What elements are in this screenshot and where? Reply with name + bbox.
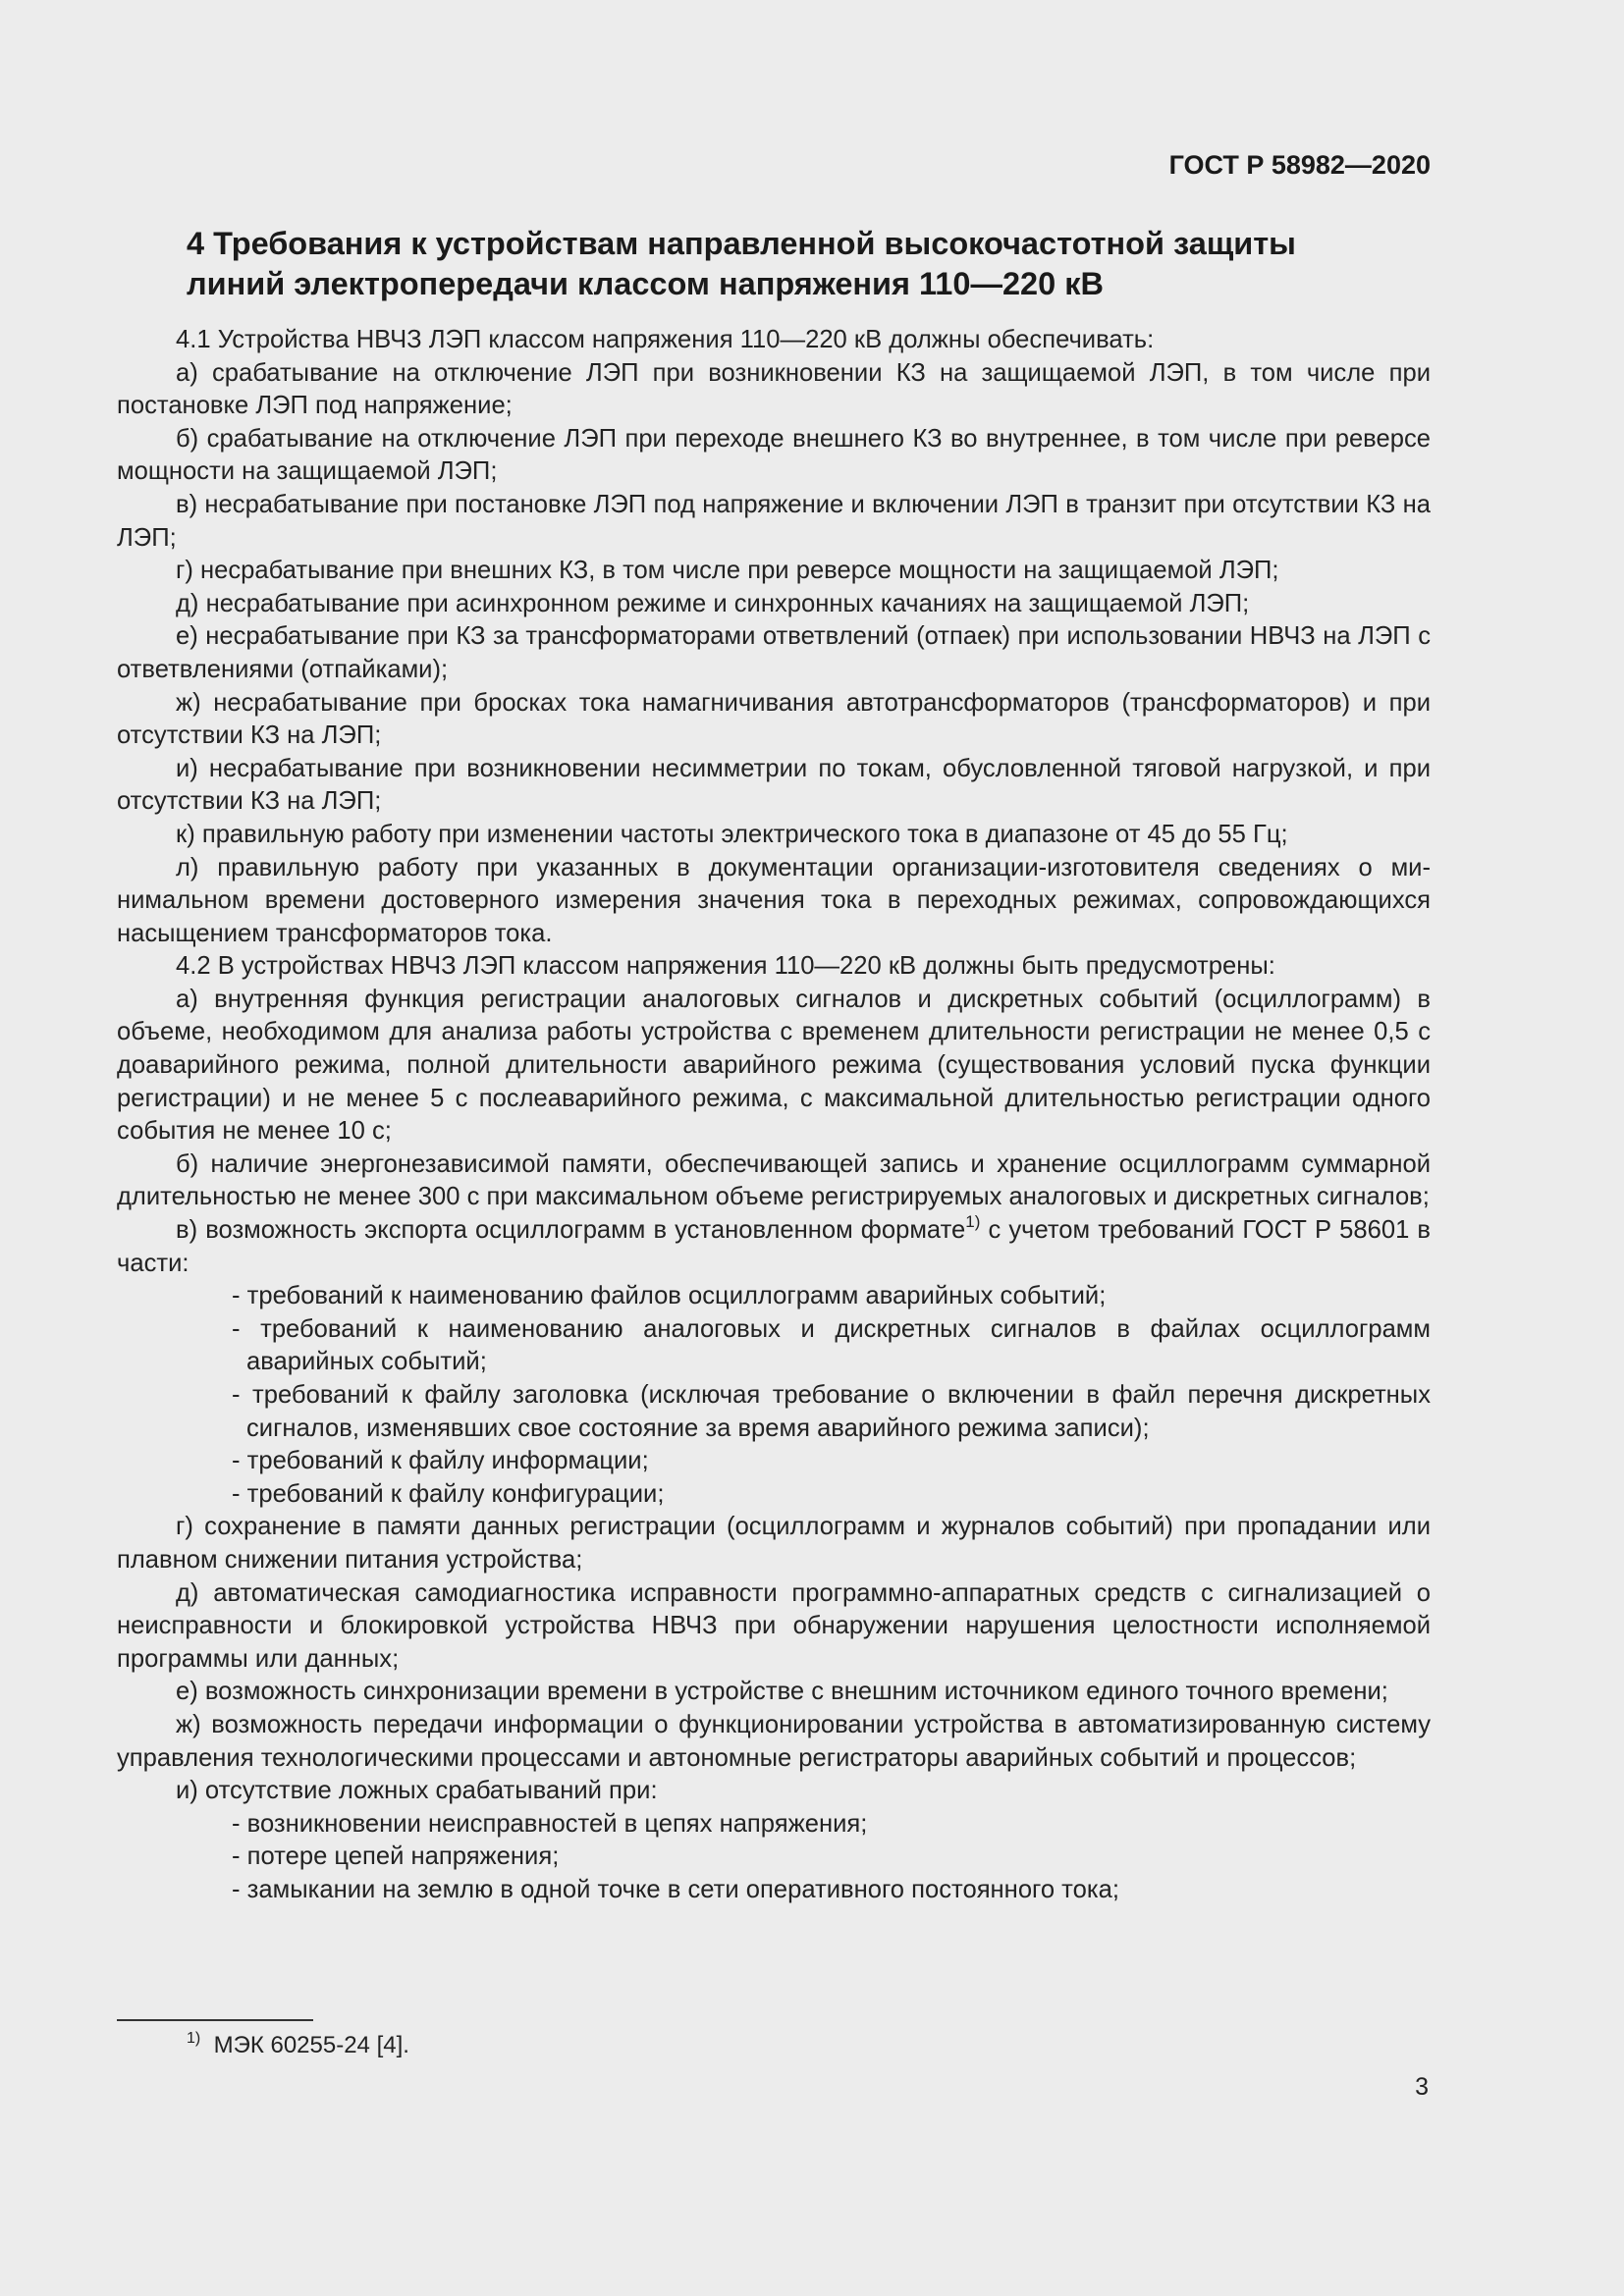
clause-4-2-i: и) отсутствие ложных срабатываний при: <box>176 1777 658 1805</box>
document-code-header: ГОСТ Р 58982—2020 <box>1168 150 1431 180</box>
clause-4-1-a: а) срабатывание на отключение ЛЭП при возникновении КЗ на защищаемой ЛЭП, в том числе при постановке ЛЭП под напряжение; <box>117 358 1431 420</box>
clause-4-2-d: д) автоматическая самодиагностика исправности программно-аппаратных средств с сигнализацией о неисправности и блокировкой устройства НВЧЗ при обнаружении нарушения целостности исполняемой программы или данных; <box>117 1578 1431 1673</box>
clause-4-2: 4.2 В устройствах НВЧЗ ЛЭП классом напряжения 110—220 кВ должны быть предусмотрены: <box>176 952 1275 981</box>
clause-4-2-g: г) сохранение в памяти данных регистрации (осциллограмм и журналов событий) при пропадании или плавном снижении питания устройства; <box>117 1513 1431 1574</box>
footnote-marker: 1) <box>187 2030 201 2047</box>
section-title-line-2: линий электропередачи классом напряжения 110—220 кВ <box>187 266 1104 301</box>
clause-4-2-e: е) возможность синхронизации времени в устройстве с внешним источником единого точного времени; <box>176 1678 1388 1706</box>
clause-4-1-k: к) правильную работу при изменении частоты электрического тока в диапазоне от 45 до 55 Гц; <box>176 820 1288 848</box>
clause-4-1-g: г) несрабатывание при внешних КЗ, в том числе при реверсе мощности на защищаемой ЛЭП; <box>176 557 1279 585</box>
list-item: - требований к файлу информации; <box>232 1447 649 1475</box>
list-item: - замыкании на землю в одной точке в сети оперативного постоянного тока; <box>232 1875 1119 1903</box>
clause-4-1-d: д) несрабатывание при асинхронном режиме и синхронных качаниях на защищаемой ЛЭП; <box>176 589 1250 617</box>
clause-4-1: 4.1 Устройства НВЧЗ ЛЭП классом напряжения 110—220 кВ должны обеспечивать: <box>176 326 1155 353</box>
clause-4-1-v: в) несрабатывание при постановке ЛЭП под напряжение и включении ЛЭП в транзит при отсутствии КЗ на ЛЭП; <box>117 490 1431 552</box>
clause-4-2-b: б) наличие энергонезависимой памяти, обеспечивающей запись и хранение осциллограмм суммарной длительностью не менее 300 с при максимальном объеме регистрируемых аналоговых и дискретных сигналов; <box>117 1149 1431 1211</box>
document-body <box>117 324 1431 1907</box>
clause-4-2-v-text: в) возможность экспорта осциллограмм в установленном формате <box>176 1216 966 1245</box>
footnote-reference: 1) <box>965 1212 981 1232</box>
list-item: - требований к наименованию файлов осциллограмм аварийных событий; <box>232 1282 1107 1310</box>
footnote-text: МЭК 60255-24 [4]. <box>213 2032 409 2058</box>
list-item: - требований к файлу заголовка (исключая требование о включении в файл перечня дискретных сигналов, изменявших свое состояние за время аварийного режима записи); <box>232 1381 1431 1442</box>
clause-4-1-i: и) несрабатывание при возникновении несимметрии по токам, обусловленной тяговой нагрузкой, и при отсутствии КЗ на ЛЭП; <box>117 754 1431 816</box>
clause-4-2-v <box>117 1214 1431 1280</box>
clause-4-2-zh: ж) возможность передачи информации о функционировании устройства в автоматизированную систему управления технологическими процессами и автономные регистраторы аварийных событий и процессов; <box>117 1710 1431 1772</box>
clause-4-1-zh: ж) несрабатывание при бросках тока намагничивания автотрансформаторов (трансформаторов) и при отсутствии КЗ на ЛЭП; <box>117 688 1431 750</box>
section-title-line-1: 4 Требования к устройствам направленной высокочастотной защиты <box>187 226 1296 261</box>
list-item: - требований к файлу конфигурации; <box>232 1479 665 1508</box>
list-item: - потере цепей напряжения; <box>232 1842 560 1871</box>
clause-4-1-b: б) срабатывание на отключение ЛЭП при переходе внешнего КЗ во внутреннее, в том числе при реверсе мощности на защищаемой ЛЭП; <box>117 424 1431 486</box>
clause-4-2-a: а) внутренняя функция регистрации аналоговых сигналов и дискретных событий (осциллограмм) в объеме, необходимом для анализа работы устройства с временем длительности регистрации не менее 0,5 с доаварийного режима, полной длительности аварийного режима (существования условий пуска функции регистрации) и не менее 5 с послеаварийного режима, с максимальной длительностью регистрации одного события не менее 10 с; <box>117 985 1431 1146</box>
list-item: - возникновении неисправностей в цепях напряжения; <box>232 1809 868 1838</box>
page-number: 3 <box>1415 2073 1429 2101</box>
clause-4-1-e: е) несрабатывание при КЗ за трансформаторами ответвлений (отпаек) при использовании НВЧЗ на ЛЭП с ответвлениями (отпайками); <box>117 622 1431 683</box>
footnote-divider <box>117 2019 313 2021</box>
footnote <box>187 2030 409 2061</box>
list-item: - требований к наименованию аналоговых и дискретных сигналов в файлах осциллограмм аварийных событий; <box>232 1314 1431 1376</box>
clause-4-2-v-text-end: с учетом требований ГОСТ Р 58601 в части: <box>117 1216 1431 1277</box>
section-title <box>187 224 1431 304</box>
clause-4-1-l: л) правильную работу при указанных в документации организации-изготовителя сведениях о минимальном времени достоверного измерения значения тока в переходных режимах, сопровождающихся насыщением трансформаторов тока. <box>117 853 1431 947</box>
